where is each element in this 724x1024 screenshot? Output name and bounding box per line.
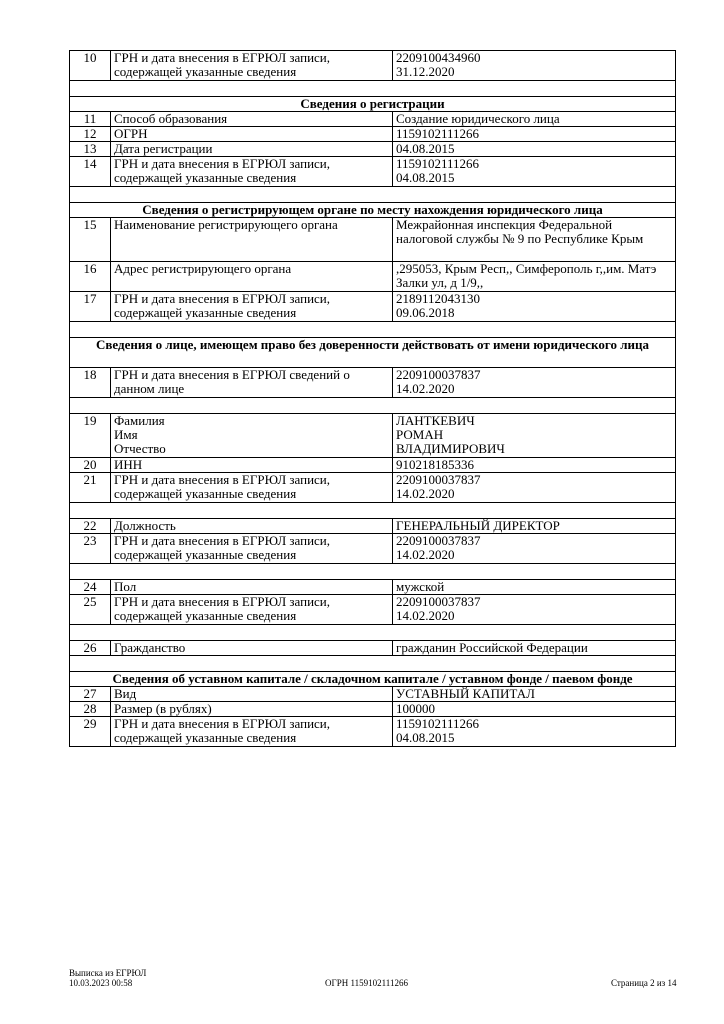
separator-row — [70, 322, 676, 338]
footer-datetime: 10.03.2023 00:58 — [69, 978, 133, 988]
egrul-extract-table — [69, 50, 676, 747]
section-title-registering-organ: Сведения о регистрирующем органе по месту нахождения юридического лица — [70, 203, 676, 218]
row-number: 19 — [70, 414, 111, 458]
row-number: 26 — [70, 641, 111, 656]
section-header-row — [70, 338, 676, 368]
row-label: Дата регистрации — [111, 142, 393, 157]
section-header-row — [70, 97, 676, 112]
footer-document-info — [69, 968, 146, 988]
row-number: 21 — [70, 473, 111, 503]
table-row — [70, 717, 676, 747]
row-number: 15 — [70, 218, 111, 262]
row-label: ГРН и дата внесения в ЕГРЮЛ записи, содержащей указанные сведения — [111, 717, 393, 747]
footer-page-number: Страница 2 из 14 — [611, 978, 677, 988]
table-row — [70, 262, 676, 292]
row-value: 2209100037837 14.02.2020 — [393, 368, 676, 398]
table-row — [70, 127, 676, 142]
row-value: 1159102111266 04.08.2015 — [393, 717, 676, 747]
row-number: 12 — [70, 127, 111, 142]
row-label: ГРН и дата внесения в ЕГРЮЛ сведений о данном лице — [111, 368, 393, 398]
table-row — [70, 595, 676, 625]
row-label: ОГРН — [111, 127, 393, 142]
row-value: 1159102111266 — [393, 127, 676, 142]
table-row — [70, 580, 676, 595]
separator-row — [70, 187, 676, 203]
row-label: Наименование регистрирующего органа — [111, 218, 393, 262]
table-row — [70, 702, 676, 717]
row-number: 10 — [70, 51, 111, 81]
table-row — [70, 292, 676, 322]
egrul-extract-table-container — [69, 50, 675, 747]
table-row — [70, 51, 676, 81]
footer-ogrn: ОГРН 1159102111266 — [325, 978, 408, 988]
table-row — [70, 473, 676, 503]
row-label: Фамилия Имя Отчество — [111, 414, 393, 458]
row-label: Гражданство — [111, 641, 393, 656]
row-number: 27 — [70, 687, 111, 702]
row-label: ГРН и дата внесения в ЕГРЮЛ записи, содержащей указанные сведения — [111, 595, 393, 625]
table-row — [70, 534, 676, 564]
row-number: 28 — [70, 702, 111, 717]
row-number: 17 — [70, 292, 111, 322]
row-label: ИНН — [111, 458, 393, 473]
separator-row — [70, 625, 676, 641]
section-title-authorized-person: Сведения о лице, имеющем право без доверенности действовать от имени юридического лица — [70, 338, 676, 368]
row-number: 16 — [70, 262, 111, 292]
row-number: 18 — [70, 368, 111, 398]
row-label: ГРН и дата внесения в ЕГРЮЛ записи, содержащей указанные сведения — [111, 292, 393, 322]
table-row — [70, 687, 676, 702]
row-number: 22 — [70, 519, 111, 534]
row-number: 11 — [70, 112, 111, 127]
table-row — [70, 142, 676, 157]
row-label: ГРН и дата внесения в ЕГРЮЛ записи, содержащей указанные сведения — [111, 534, 393, 564]
row-label: Пол — [111, 580, 393, 595]
table-row — [70, 218, 676, 262]
row-number: 13 — [70, 142, 111, 157]
table-row — [70, 157, 676, 187]
separator-row — [70, 398, 676, 414]
table-row — [70, 414, 676, 458]
row-label: Размер (в рублях) — [111, 702, 393, 717]
row-value: Межрайонная инспекция Федеральной налоговой службы № 9 по Республике Крым — [393, 218, 676, 262]
section-header-row — [70, 672, 676, 687]
row-number: 23 — [70, 534, 111, 564]
row-value: 2189112043130 09.06.2018 — [393, 292, 676, 322]
row-number: 24 — [70, 580, 111, 595]
row-value: 2209100037837 14.02.2020 — [393, 595, 676, 625]
footer-document-name: Выписка из ЕГРЮЛ — [69, 968, 147, 978]
row-number: 20 — [70, 458, 111, 473]
row-value: ,295053, Крым Респ,, Симферополь г,,им. Матэ Залки ул, д 1/9,, — [393, 262, 676, 292]
separator-row — [70, 503, 676, 519]
row-number: 29 — [70, 717, 111, 747]
row-value: 2209100434960 31.12.2020 — [393, 51, 676, 81]
section-title-capital: Сведения об уставном капитале / складочном капитале / уставном фонде / паевом фонде — [70, 672, 676, 687]
row-value: ГЕНЕРАЛЬНЫЙ ДИРЕКТОР — [393, 519, 676, 534]
row-value: 2209100037837 14.02.2020 — [393, 473, 676, 503]
row-label: Способ образования — [111, 112, 393, 127]
row-number: 14 — [70, 157, 111, 187]
row-label: Должность — [111, 519, 393, 534]
table-row — [70, 112, 676, 127]
row-value: 100000 — [393, 702, 676, 717]
row-value: 910218185336 — [393, 458, 676, 473]
table-row — [70, 641, 676, 656]
table-row — [70, 368, 676, 398]
separator-row — [70, 564, 676, 580]
section-title-registration: Сведения о регистрации — [70, 97, 676, 112]
row-value: УСТАВНЫЙ КАПИТАЛ — [393, 687, 676, 702]
row-number: 25 — [70, 595, 111, 625]
separator-row — [70, 81, 676, 97]
row-value: 2209100037837 14.02.2020 — [393, 534, 676, 564]
row-label: Вид — [111, 687, 393, 702]
section-header-row — [70, 203, 676, 218]
table-row — [70, 519, 676, 534]
row-label: Адрес регистрирующего органа — [111, 262, 393, 292]
row-label: ГРН и дата внесения в ЕГРЮЛ записи, содержащей указанные сведения — [111, 51, 393, 81]
row-value: мужской — [393, 580, 676, 595]
row-label: ГРН и дата внесения в ЕГРЮЛ записи, содержащей указанные сведения — [111, 473, 393, 503]
row-value: 04.08.2015 — [393, 142, 676, 157]
row-value: 1159102111266 04.08.2015 — [393, 157, 676, 187]
row-value: гражданин Российской Федерации — [393, 641, 676, 656]
table-row — [70, 458, 676, 473]
row-value: Создание юридического лица — [393, 112, 676, 127]
row-label: ГРН и дата внесения в ЕГРЮЛ записи, содержащей указанные сведения — [111, 157, 393, 187]
separator-row — [70, 656, 676, 672]
row-value: ЛАНТКЕВИЧ РОМАН ВЛАДИМИРОВИЧ — [393, 414, 676, 458]
